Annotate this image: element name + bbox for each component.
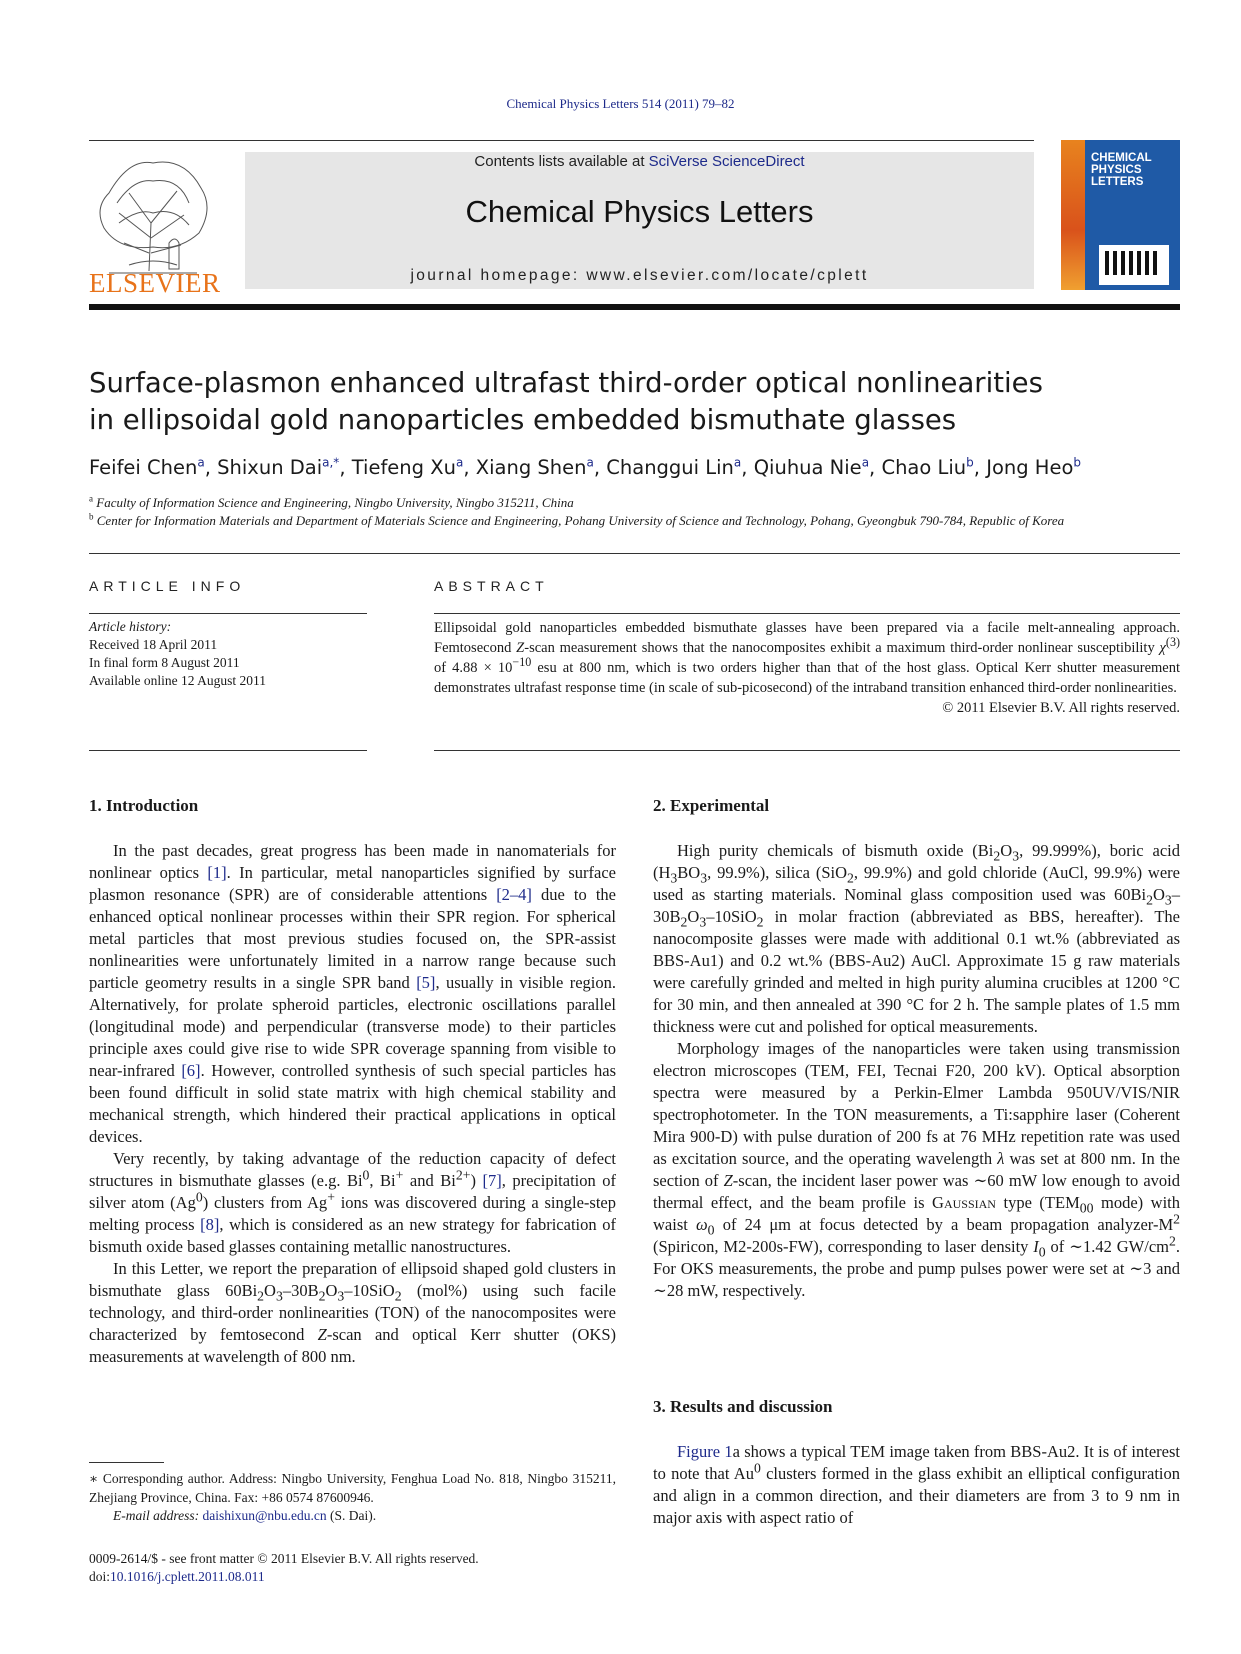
corresponding-footnote <box>89 1470 616 1526</box>
author-affil-mark[interactable]: a,* <box>322 455 340 470</box>
corresponding-text: ∗ Corresponding author. Address: Ningbo University, Fenghua Load No. 818, Ningbo 315211, Zhejiang Province, China. Fax: +86 0574 87600946. <box>89 1471 616 1505</box>
author: Chao Liu <box>881 456 967 479</box>
header-thick-rule <box>89 304 1180 310</box>
author: Qiuhua Nie <box>753 456 862 479</box>
doi-label: doi: <box>89 1569 111 1584</box>
cover-artwork-icon <box>1099 245 1169 285</box>
author-affil-mark[interactable]: a <box>733 455 742 470</box>
article-title <box>89 365 1179 439</box>
author-affil-mark[interactable]: a <box>197 455 205 470</box>
divider <box>89 613 367 614</box>
author-list: Feifei Chen$^a$, Shixun Dai$^{a,*}$, Tiefeng Xu$^a$, Xiang Shen$^a$, Changgui Lin$^a$, Qiuhua Nie$^a$, Chao Liu$^b$, Jong Heo$^b$ <box>89 455 1082 479</box>
received-date: Received 18 April 2011 <box>89 637 218 652</box>
cover-strip <box>1061 140 1085 290</box>
title-line-1: Surface-plasmon enhanced ultrafast third-order optical nonlinearities <box>89 367 1043 399</box>
elsevier-wordmark: ELSEVIER <box>89 268 221 298</box>
email-suffix: (S. Dai). <box>326 1508 377 1523</box>
journal-homepage[interactable]: journal homepage: www.elsevier.com/locate/cplett <box>410 267 869 284</box>
author-affil-mark[interactable]: a <box>586 455 594 470</box>
issn-line: 0009-2614/$ - see front matter © 2011 Elsevier B.V. All rights reserved. <box>89 1551 479 1566</box>
affiliation-b <box>89 513 1189 529</box>
journal-citation[interactable]: Chemical Physics Letters 514 (2011) 79–82 <box>506 96 735 111</box>
email-label: E-mail address: <box>113 1508 203 1523</box>
title-line-2: in ellipsoidal gold nanoparticles embedded bismuthate glasses <box>89 404 957 436</box>
footnote-rule <box>89 1462 164 1463</box>
contents-line <box>245 153 1034 170</box>
section-heading-introduction: 1. Introduction <box>89 796 199 815</box>
affil-mark: b <box>89 511 94 522</box>
article-history <box>89 618 367 690</box>
section-heading-experimental: 2. Experimental <box>653 796 770 815</box>
journal-cover-thumbnail <box>1061 140 1180 290</box>
sciencedirect-link[interactable]: SciVerse ScienceDirect <box>648 153 805 170</box>
contents-prefix: Contents lists available at <box>474 153 649 170</box>
author: Shixun Dai <box>217 456 323 479</box>
abstract-heading: ABSTRACT <box>434 578 549 594</box>
affil-text: Center for Information Materials and Department of Materials Science and Engineering, Pohang University of Science and Technology, Pohang, Gyeongbuk 790-784, Republic of Korea <box>96 513 1065 528</box>
email-link[interactable]: daishixun@nbu.edu.cn <box>202 1508 327 1523</box>
affil-text: Faculty of Information Science and Engineering, Ningbo University, Ningbo 315211, China <box>96 495 574 510</box>
doi-link[interactable]: 10.1016/j.cplett.2011.08.011 <box>110 1569 265 1584</box>
author: Changgui Lin <box>606 456 734 479</box>
divider <box>89 750 367 751</box>
author: Xiang Shen <box>475 456 587 479</box>
divider <box>434 613 1180 614</box>
cover-title: CHEMICAL PHYSICS LETTERS <box>1091 152 1152 188</box>
journal-name: Chemical Physics Letters <box>465 194 814 229</box>
abstract-copyright: © 2011 Elsevier B.V. All rights reserved. <box>942 700 1180 716</box>
author-affil-mark[interactable]: a <box>455 455 464 470</box>
author-affil-mark[interactable]: a <box>861 455 870 470</box>
author: Tiefeng Xu <box>351 456 456 479</box>
author-affil-mark[interactable]: b <box>966 455 974 470</box>
divider <box>89 553 1180 554</box>
author: Jong Heo <box>986 456 1074 479</box>
online-date: Available online 12 August 2011 <box>89 673 266 688</box>
experimental-body: High purity chemicals of bismuth oxide ($Bi_2O_3$, 99.999%), boric acid ($H_3BO_3$, 99.9%), silica (SiO$_2$, 99.9%) and gold chloride (AuCl, 99.9%) were used as starting materials. Nominal glass composition used was $60Bi_2O_3-30B_2O_3-10SiO_2$ in molar fraction (abbreviated as BBS, hereafter). The nanocomposite glasses were made with additional 0.1 wt.% (abbreviated as BBS-Au1) and 0.2 wt.% (BBS-Au2) AuCl. Approximate 15 g raw materials were carefully grinded and melted in high purity alumina crucibles at 1200 °C for 30 min, and then annealed at 390 °C for 2 h. The sample plates of 1.5 mm thickness were cut and polished for optical measurements. Morphology images of the nanoparticles were taken using transmission electron microscopes (TEM, FEI, Tecnai F20, 200 kV). Optical absorption spectra were measured by a Perkin-Elmer Lambda 950UV/VIS/NIR spectrophotometer. In the TON measurements, a Ti:sapphire laser (Coherent Mira 900-D) with pulse duration of 200 fs at 76 MHz repetition rate was used as excitation source, and the operating wavelength λ was set at 800 nm. In the section of Z-scan, the incident laser power was ∼60 mW low enough to avoid thermal effect, and the beam profile is Gaussian type ($TEM_{00}$ mode) with waist $\omega_0$ of 24 μm at focus detected by a beam propagation analyzer-$M^2$ (Spiricon, M2-200s-FW), corresponding to laser density $I_0$ of ∼1.42 $GW/cm^2$. For OKS measurements, the probe and pump pulses power were set at ∼3 and ∼28 mW, respectively. <box>653 841 1181 1300</box>
header-rule <box>89 140 1034 141</box>
doi-line <box>89 1568 265 1586</box>
section-heading-results: 3. Results and discussion <box>653 1397 833 1416</box>
author: Feifei Chen <box>89 456 198 479</box>
history-label: Article history: <box>89 619 172 634</box>
abstract-body: Ellipsoidal gold nanoparticles embedded bismuthate glasses have been prepared via a facile melt-annealing approach. Femtosecond Z-scan measurement shows that the nanocomposites exhibit a maximum third-order nonlinear susceptibility $\chi^{(3)}$ of $4.88 \times 10^{-10}$ esu at 800 nm, which is two orders higher than that of the host glass. Optical Kerr shutter measurement demonstrates ultrafast response time (in scale of sub-picosecond) of the intraband transition enhanced third-order nonlinearities. © 2011 Elsevier B.V. All rights reserved. <box>434 620 1181 716</box>
introduction-body: In the past decades, great progress has been made in nanomaterials for nonlinear optics [1]. In particular, metal nanoparticles signified by surface plasmon resonance (SPR) are of considerable attentions [2–4] due to the enhanced optical nonlinear processes within their SPR region. For spherical metal particles that most previous studies focused on, the SPR-assist nonlinearities were unfortunately limited in a narrow range because such particle geometry results in a single SPR band [5], usually in visible region. Alternatively, for prolate spheroid particles, electronic oscillations parallel (longitudinal mode) and perpendicular (transverse mode) to their particles principle axes could give rise to wide SPR coverage spanning from visible to near-infrared [6]. However, controlled synthesis of such special particles has been found difficult in solid state matrix with high chemical stability and mechanical strength, which hindered their practical applications in optical devices. Very recently, by taking advantage of the reduction capacity of defect structures in bismuthate glasses (e.g. Bi$^0$, Bi+ and $Bi^{2+}$) [7], precipitation of silver atom (Ag$^0$) clusters from Ag+ ions was discovered during a single-step melting process [8], which is considered as an new strategy for fabrication of bismuth oxide based glasses containing metallic nanostructures. In this Letter, we report the preparation of ellipsoid shaped gold clusters in bismuthate glass $60Bi_2O_3-30B_2O_3-10SiO_2$ (mol%) using such facile technology, and third-order nonlinearities (TON) of the nanocomposites were characterized by femtosecond Z-scan and optical Kerr shutter (OKS) measurements at wavelength of 800 nm. <box>89 841 617 1366</box>
results-body: Figure 1a shows a typical TEM image taken from BBS-Au2. It is of interest to note that Au$^0$ clusters formed in the glass exhibit an elliptical configuration and align in a common direction, and their diameters are from 3 to 9 nm in major axis with aspect ratio of <box>653 1442 1180 1527</box>
journal-masthead <box>245 152 1034 289</box>
article-info-heading: ARTICLE INFO <box>89 578 246 594</box>
final-form-date: In final form 8 August 2011 <box>89 655 240 670</box>
affiliation-a <box>89 495 1189 511</box>
divider <box>434 750 1180 751</box>
author-affil-mark[interactable]: b <box>1073 455 1082 470</box>
affil-mark: a <box>89 493 93 504</box>
